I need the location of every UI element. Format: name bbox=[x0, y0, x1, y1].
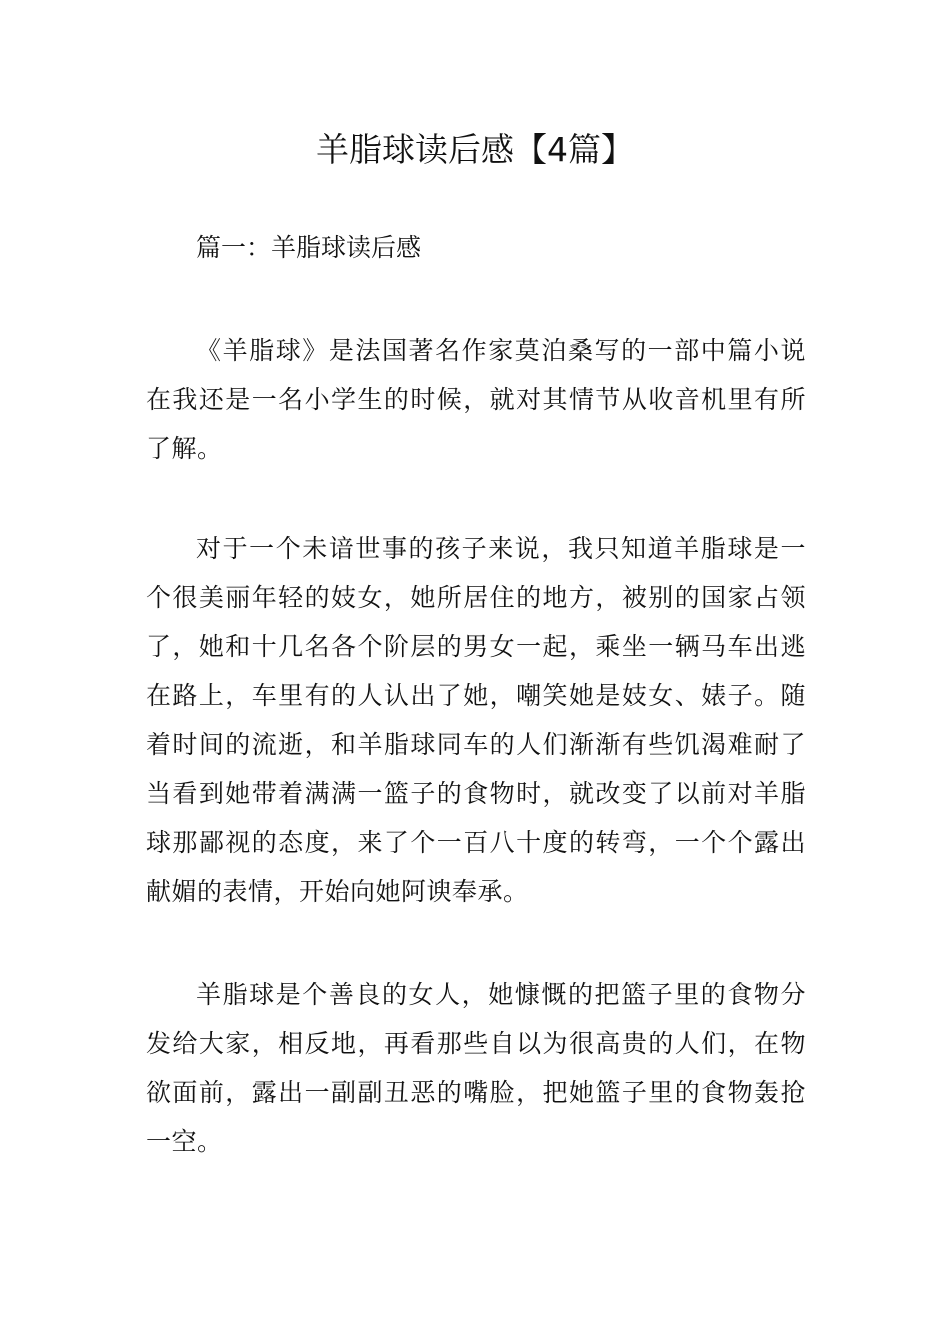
page-title: 羊脂球读后感【4篇】 bbox=[316, 130, 634, 169]
paragraph-3: 羊脂球是个善良的女人，她慷慨的把篮子里的食物分发给大家，相反地，再看那些自以为很高贵的人们，在物欲面前，露出一副副丑恶的嘴脸，把她篮子里的食物轰抢一空。 bbox=[146, 980, 806, 1156]
section-heading: 篇一：羊脂球读后感 bbox=[196, 233, 422, 262]
paragraph-1: 《羊脂球》是法国著名作家莫泊桑写的一部中篇小说在我还是一名小学生的时候，就对其情节从收音机里有所了解。 bbox=[146, 336, 806, 463]
paragraph-2: 对于一个未谙世事的孩子来说，我只知道羊脂球是一个很美丽年轻的妓女，她所居住的地方，被别的国家占领了，她和十几名各个阶层的男女一起，乘坐一辆马车出逃在路上，车里有的人认出了她，嘲笑她是妓女、婊子。随着时间的流逝，和羊脂球同车的人们渐渐有些饥渴难耐了当看到她带着满满一篮子的食物时，就改变了以前对羊脂球那鄙视的态度，来了个一百八十度的转弯，一个个露出献媚的表情，开始向她阿谀奉承。 bbox=[146, 534, 806, 906]
